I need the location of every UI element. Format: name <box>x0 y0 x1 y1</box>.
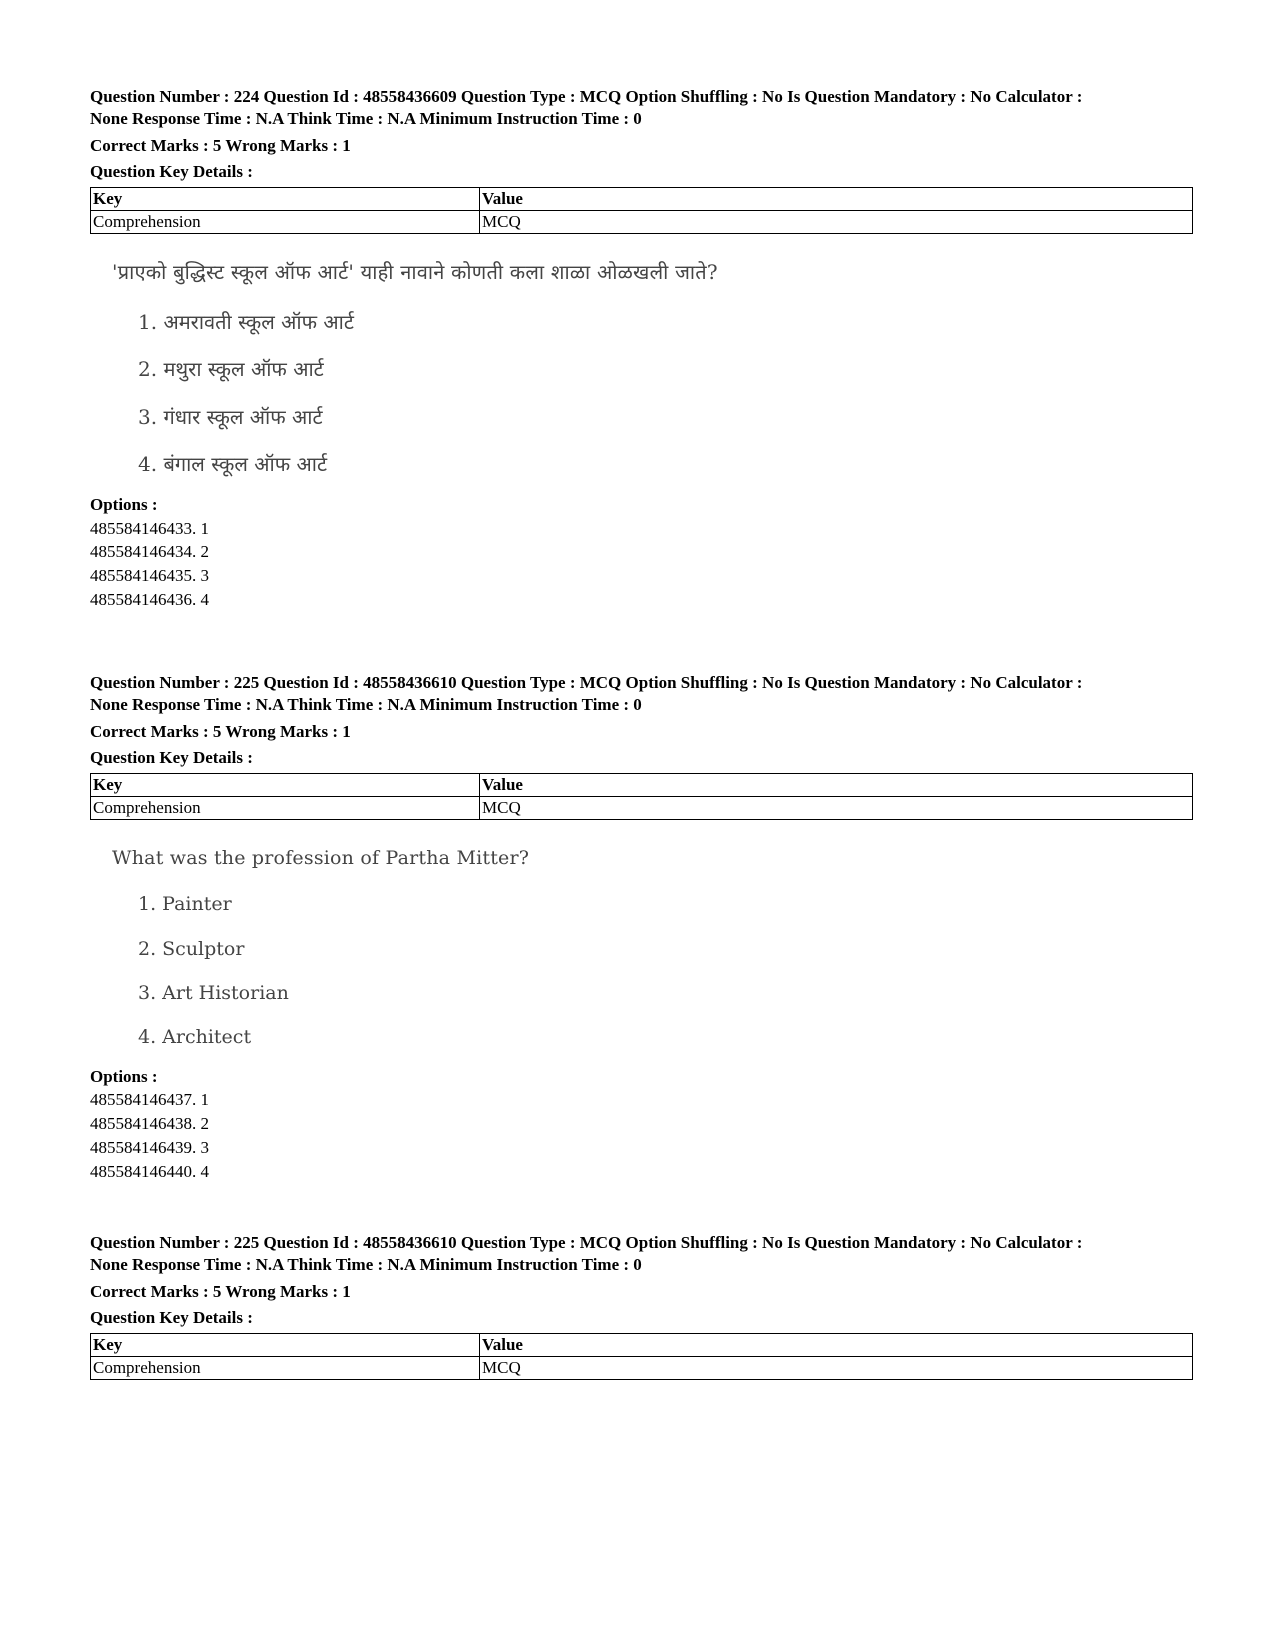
question-choice: 2. Sculptor <box>138 937 245 960</box>
question-meta-line-1: Question Number : 225 Question Id : 48558436610 Question Type : MCQ Option Shuffling : No Is Question Mandatory : No Calculator : <box>90 1233 1083 1252</box>
question-meta <box>90 86 1193 130</box>
key-table-row <box>91 797 1193 820</box>
option-id-line: 485584146440. 4 <box>90 1161 209 1181</box>
question-image <box>112 846 1193 1050</box>
question-choice: 4. Architect <box>138 1026 252 1049</box>
key-table-header-key: Key <box>91 1334 480 1357</box>
options-list <box>90 1089 1193 1182</box>
option-id-line: 485584146434. 2 <box>90 542 209 562</box>
option-id-line: 485584146436. 4 <box>90 589 209 609</box>
key-table-header-value: Value <box>480 188 1193 211</box>
question-image <box>112 260 1193 478</box>
question-marks: Correct Marks : 5 Wrong Marks : 1 <box>90 135 351 155</box>
question-marks: Correct Marks : 5 Wrong Marks : 1 <box>90 1281 351 1301</box>
question-stem: 'प्राएको बुद्धिस्ट स्कूल ऑफ आर्ट' याही नावाने कोणती कला शाळा ओळखली जाते? <box>112 260 718 284</box>
question-choice: 2. मथुरा स्कूल ऑफ आर्ट <box>138 357 324 382</box>
option-id-line: 485584146437. 1 <box>90 1090 209 1110</box>
question-key-table <box>90 773 1193 820</box>
key-table-header-row <box>91 774 1193 797</box>
question-block-225-repeat <box>90 1232 1193 1380</box>
key-table-cell-value: MCQ <box>480 211 1193 234</box>
key-table-header-key: Key <box>91 774 480 797</box>
question-stem: What was the profession of Partha Mitter? <box>112 847 530 869</box>
question-choice: 1. अमरावती स्कूल ऑफ आर्ट <box>138 309 354 334</box>
question-meta-line-2: None Response Time : N.A Think Time : N.A Minimum Instruction Time : 0 <box>90 1254 642 1274</box>
option-id-line: 485584146433. 1 <box>90 518 209 538</box>
question-choice: 1. Painter <box>138 893 232 916</box>
options-label: Options : <box>90 494 158 514</box>
option-id-line: 485584146435. 3 <box>90 566 209 586</box>
key-table-cell-value: MCQ <box>480 797 1193 820</box>
key-table-header-row <box>91 1334 1193 1357</box>
options-list <box>90 518 1193 611</box>
question-key-details-label: Question Key Details : <box>90 1308 253 1328</box>
question-meta-line-2: None Response Time : N.A Think Time : N.A Minimum Instruction Time : 0 <box>90 694 642 714</box>
question-meta-line-1: Question Number : 225 Question Id : 48558436610 Question Type : MCQ Option Shuffling : No Is Question Mandatory : No Calculator : <box>90 673 1083 692</box>
key-table-cell-key: Comprehension <box>91 211 480 234</box>
key-table-header-value: Value <box>480 774 1193 797</box>
key-table-cell-key: Comprehension <box>91 1357 480 1380</box>
question-key-details-label: Question Key Details : <box>90 162 253 182</box>
option-id-line: 485584146439. 3 <box>90 1137 209 1157</box>
question-meta <box>90 672 1193 716</box>
key-table-header-value: Value <box>480 1334 1193 1357</box>
question-meta-line-1: Question Number : 224 Question Id : 48558436609 Question Type : MCQ Option Shuffling : No Is Question Mandatory : No Calculator : <box>90 87 1083 106</box>
question-key-details-label: Question Key Details : <box>90 748 253 768</box>
question-key-table <box>90 187 1193 234</box>
options-label: Options : <box>90 1066 158 1086</box>
key-table-header-row <box>91 188 1193 211</box>
question-meta-line-2: None Response Time : N.A Think Time : N.A Minimum Instruction Time : 0 <box>90 108 642 128</box>
key-table-cell-key: Comprehension <box>91 797 480 820</box>
question-choice: 3. Art Historian <box>138 981 289 1004</box>
question-block-225 <box>90 672 1193 1182</box>
option-id-line: 485584146438. 2 <box>90 1114 209 1134</box>
key-table-row <box>91 211 1193 234</box>
key-table-cell-value: MCQ <box>480 1357 1193 1380</box>
question-meta <box>90 1232 1193 1276</box>
key-table-header-key: Key <box>91 188 480 211</box>
question-choice: 4. बंगाल स्कूल ऑफ आर्ट <box>138 452 328 477</box>
question-block-224 <box>90 86 1193 611</box>
question-key-table <box>90 1333 1193 1380</box>
question-choice: 3. गंधार स्कूल ऑफ आर्ट <box>138 404 323 429</box>
key-table-row <box>91 1357 1193 1380</box>
question-marks: Correct Marks : 5 Wrong Marks : 1 <box>90 721 351 741</box>
